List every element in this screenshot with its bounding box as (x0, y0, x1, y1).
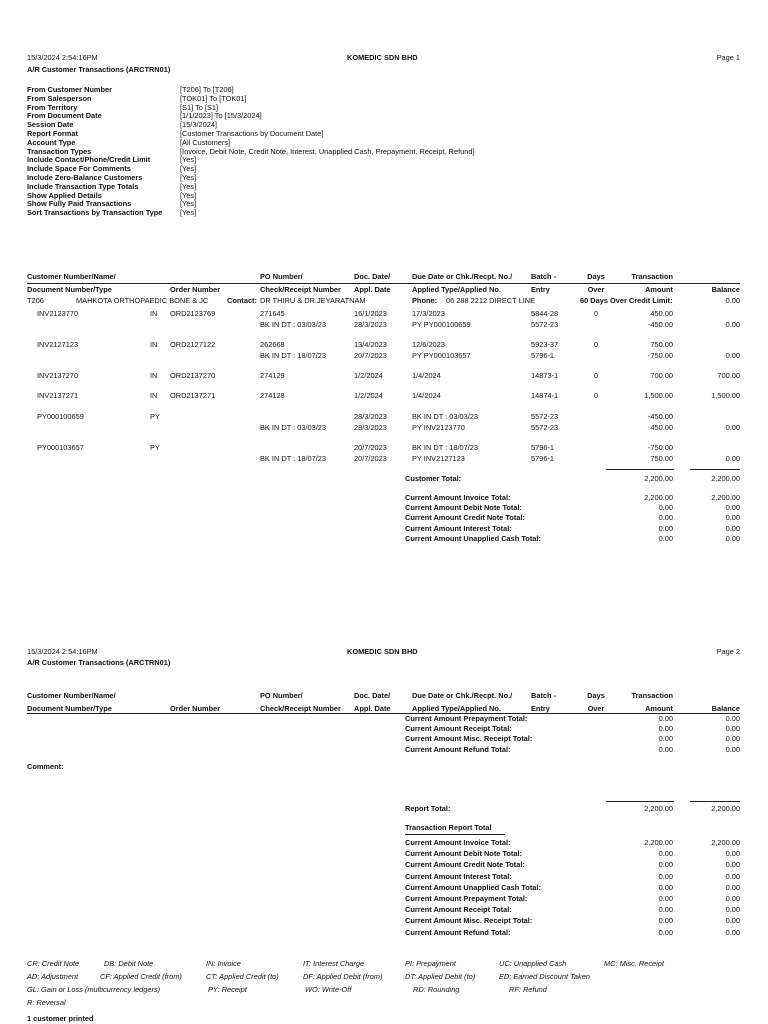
transaction-amount: -450.00 (647, 412, 673, 421)
total-balance: 0.00 (725, 849, 740, 859)
total-label: Current Amount Misc. Receipt Total: (405, 734, 533, 744)
total-amount: 0.00 (658, 871, 673, 881)
total-amount: 0.00 (658, 523, 673, 533)
credit-limit-value: 0.00 (725, 296, 740, 305)
due-or-applied: 1/4/2024 (412, 371, 441, 380)
total-amount: 0.00 (658, 916, 673, 926)
column-header: Batch - (531, 272, 557, 281)
criteria-value: [TOK01] To [TOK01] (180, 93, 247, 103)
column-header: Customer Number/Name/ (27, 272, 116, 281)
criteria-value: [Yes] (180, 155, 197, 165)
transaction-amount: 700.00 (650, 371, 673, 380)
batch-entry: 14874-1 (531, 391, 559, 400)
legend-item: CF: Applied Credit (from) (100, 972, 182, 981)
document-number: PY000103657 (37, 443, 84, 452)
total-amount: 2,200.00 (644, 493, 673, 502)
days-over: 0 (593, 340, 599, 349)
total-amount: 0.00 (658, 503, 673, 513)
column-header: Doc. Date/ (354, 691, 391, 700)
column-header: Over (587, 285, 605, 294)
legend-item: WO: Write-Off (305, 985, 352, 994)
column-header: Days (587, 691, 605, 700)
transaction-amount: -750.00 (647, 443, 673, 452)
total-label: Current Amount Interest Total: (405, 523, 512, 533)
document-number: INV2137270 (37, 371, 79, 380)
criteria-value: [1/1/2023] To [15/3/2024] (180, 111, 262, 121)
column-header: Due Date or Chk./Recpt. No./ (412, 272, 513, 281)
legend-item: UC: Unapplied Cash (499, 959, 567, 968)
total-label: Current Amount Prepayment Total: (405, 714, 528, 723)
page-number: Page 1 (716, 53, 740, 62)
doc-date: 1/2/2024 (354, 391, 383, 400)
total-label: Current Amount Debit Note Total: (405, 849, 523, 859)
criteria-label: Include Zero-Balance Customers (27, 173, 143, 182)
criteria-value: [S1] To [S1] (180, 102, 219, 112)
header-divider (27, 283, 740, 284)
criteria-label: Include Transaction Type Totals (27, 181, 139, 191)
doc-date: 1/2/2024 (354, 371, 383, 380)
total-balance: 2,200.00 (711, 838, 740, 847)
total-balance: 0.00 (725, 503, 740, 513)
due-or-applied: 12/6/2023 (412, 340, 445, 349)
total-balance: 0.00 (725, 744, 740, 754)
column-header: Order Number (170, 704, 221, 713)
column-header: Entry (531, 285, 550, 294)
legend-item: DB: Debit Note (104, 959, 154, 968)
total-label: Current Amount Invoice Total: (405, 838, 511, 847)
total-label: Current Amount Receipt Total: (405, 724, 512, 734)
legend-item: ED: Earned Discount Taken (499, 972, 590, 981)
section-underline (405, 834, 505, 835)
doc-date: 28/3/2023 (354, 320, 387, 329)
total-label: Current Amount Invoice Total: (405, 493, 511, 502)
due-or-applied: BK IN DT : 18/07/23 (412, 443, 479, 452)
legend-item: IT: Interest Charge (303, 959, 365, 968)
total-balance: 0.00 (725, 905, 740, 915)
criteria-label: Show Fully Paid Transactions (27, 199, 132, 209)
criteria-label: Sort Transactions by Transaction Type (27, 208, 163, 218)
doc-date: 16/1/2023 (354, 309, 387, 318)
total-rule (606, 469, 674, 470)
phone-label: Phone: (412, 296, 438, 305)
total-balance: 2,200.00 (711, 493, 740, 502)
criteria-value: [15/3/2024] (180, 120, 217, 130)
balance: 0.00 (725, 351, 740, 360)
customer-number: T206 (27, 296, 44, 305)
column-header: Due Date or Chk./Recpt. No./ (412, 691, 513, 700)
document-type: PY (150, 443, 160, 452)
legend-item: PY: Receipt (208, 985, 247, 994)
total-amount: 0.00 (658, 882, 673, 892)
due-or-applied: 17/3/2023 (412, 309, 445, 318)
po-number: BK IN DT : 18/07/23 (260, 454, 327, 463)
column-header: Batch - (531, 691, 557, 700)
credit-limit-label: 60 Days Over Credit Limit: (580, 296, 673, 305)
batch-entry: 5572-23 (531, 320, 559, 329)
column-header: Amount (645, 704, 673, 713)
due-or-applied: PY INV2123770 (412, 423, 465, 432)
column-header: PO Number/ (260, 272, 303, 281)
balance: 0.00 (725, 320, 740, 329)
criteria-value: [Yes] (180, 164, 197, 174)
document-type: PY (150, 412, 160, 421)
transaction-amount: -450.00 (647, 320, 673, 329)
criteria-value: [Yes] (180, 181, 197, 191)
legend-item: RF: Refund (509, 985, 547, 994)
total-label: Current Amount Refund Total: (405, 744, 511, 754)
legend-item: PI: Prepayment (405, 959, 456, 968)
total-label: Current Amount Credit Note Total: (405, 860, 525, 870)
document-number: INV2137271 (37, 391, 79, 400)
doc-date: 28/3/2023 (354, 423, 387, 432)
total-amount: 0.00 (658, 894, 673, 903)
legend-item: R: Reversal (27, 998, 66, 1007)
comment-label: Comment: (27, 762, 64, 771)
total-balance: 0.00 (725, 714, 740, 723)
due-or-applied: PY PY000100659 (412, 320, 471, 329)
transaction-amount: -750.00 (647, 351, 673, 360)
total-balance: 0.00 (725, 523, 740, 533)
column-header: Balance (711, 704, 740, 713)
column-header: Order Number (170, 285, 221, 294)
legend-item: IN: Invoice (206, 959, 241, 968)
header-divider (27, 713, 740, 714)
po-number: BK IN DT : 18/07/23 (260, 351, 327, 360)
report-title: A/R Customer Transactions (ARCTRN01) (27, 65, 171, 74)
total-balance: 0.00 (725, 860, 740, 870)
batch-entry: 5796-1 (531, 443, 555, 452)
criteria-value: [All Customers] (180, 137, 231, 147)
criteria-value: [Invoice, Debit Note, Credit Note, Interest, Unapplied Cash, Prepayment, Receipt, Refund] (180, 146, 475, 156)
batch-entry: 5572-23 (531, 423, 559, 432)
document-type: IN (150, 340, 158, 349)
po-number: BK IN DT : 03/03/23 (260, 423, 327, 432)
total-balance: 0.00 (725, 882, 740, 892)
phone-value: 06 288 2212 DIRECT LINE (446, 296, 536, 305)
column-header: Entry (531, 704, 550, 713)
column-header: Doc. Date/ (354, 272, 391, 281)
total-amount: 0.00 (658, 927, 673, 937)
total-amount: 0.00 (658, 860, 673, 870)
column-header: Appl. Date (354, 285, 391, 294)
contact-label: Contact: (227, 296, 257, 305)
report-total-label: Report Total: (405, 804, 451, 813)
customer-count: 1 customer printed (27, 1014, 94, 1023)
legend-item: MC: Misc. Receipt (604, 959, 664, 968)
report-datetime: 15/3/2024 2:54:16PM (27, 647, 98, 656)
total-label: Current Amount Misc. Receipt Total: (405, 916, 533, 926)
document-number: INV2123770 (37, 309, 79, 318)
transaction-amount: 750.00 (650, 454, 673, 463)
report-total-amount: 2,200.00 (644, 804, 673, 813)
legend-item: CR: Credit Note (27, 959, 80, 968)
document-number: PY000100659 (37, 412, 84, 421)
report-title: A/R Customer Transactions (ARCTRN01) (27, 658, 171, 667)
po-number: 274128 (260, 391, 285, 400)
total-amount: 0.00 (658, 513, 673, 523)
criteria-label: Show Applied Details (27, 190, 102, 200)
total-rule (690, 469, 740, 470)
document-type: IN (150, 371, 158, 380)
total-label: Current Amount Credit Note Total: (405, 513, 525, 523)
criteria-label: From Salesperson (27, 93, 92, 103)
days-over: 0 (593, 309, 599, 318)
total-rule (690, 801, 740, 802)
criteria-label: Account Type (27, 137, 76, 147)
criteria-value: [T206] To [T206] (180, 85, 234, 94)
column-header: Applied Type/Applied No. (412, 704, 501, 713)
column-header: Customer Number/Name/ (27, 691, 116, 700)
column-header: Check/Receipt Number (260, 704, 341, 713)
total-label: Current Amount Debit Note Total: (405, 503, 523, 513)
po-number: BK IN DT : 03/03/23 (260, 320, 327, 329)
balance: 1,500.00 (711, 391, 740, 400)
column-header: Amount (645, 285, 673, 294)
balance: 700.00 (717, 371, 740, 380)
total-label: Current Amount Unapplied Cash Total: (405, 882, 541, 892)
total-label: Current Amount Receipt Total: (405, 905, 512, 915)
order-number: ORD2123769 (170, 309, 216, 318)
doc-date: 28/3/2023 (354, 412, 387, 421)
balance: 0.00 (725, 454, 740, 463)
po-number: 262668 (260, 340, 285, 349)
days-over: 0 (593, 391, 599, 400)
column-header: Balance (711, 285, 740, 294)
total-label: Current Amount Prepayment Total: (405, 894, 528, 903)
batch-entry: 5796-1 (531, 454, 555, 463)
customer-total-label: Customer Total: (405, 474, 462, 483)
transaction-amount: 750.00 (650, 340, 673, 349)
criteria-label: From Document Date (27, 111, 102, 121)
criteria-value: [Yes] (180, 208, 197, 218)
column-header: Transaction (631, 691, 673, 700)
legend-item: GL: Gain or Loss (multicurrency ledgers) (27, 985, 161, 994)
due-or-applied: 1/4/2024 (412, 391, 441, 400)
due-or-applied: BK IN DT : 03/03/23 (412, 412, 479, 421)
criteria-label: Include Space For Comments (27, 164, 131, 174)
criteria-label: From Territory (27, 102, 78, 112)
column-header: Days (587, 272, 605, 281)
total-balance: 0.00 (725, 724, 740, 734)
total-balance: 0.00 (725, 894, 740, 903)
criteria-label: Include Contact/Phone/Credit Limit (27, 155, 151, 165)
total-rule (606, 801, 674, 802)
legend-item: CT: Applied Credit (to) (206, 972, 279, 981)
doc-date: 20/7/2023 (354, 443, 387, 452)
legend-item: RD: Rounding (413, 985, 460, 994)
po-number: 274129 (260, 371, 285, 380)
column-header: Document Number/Type (27, 285, 112, 294)
total-amount: 0.00 (658, 714, 673, 723)
total-amount: 0.00 (658, 724, 673, 734)
total-label: Current Amount Refund Total: (405, 927, 511, 937)
document-number: INV2127123 (37, 340, 79, 349)
transaction-report-total-label: Transaction Report Total (405, 823, 492, 832)
total-balance: 0.00 (725, 927, 740, 937)
total-amount: 0.00 (658, 905, 673, 915)
document-type: IN (150, 309, 158, 318)
report-total-balance: 2,200.00 (711, 804, 740, 813)
total-balance: 0.00 (725, 533, 740, 543)
total-amount: 0.00 (658, 533, 673, 543)
customer-total-amount: 2,200.00 (644, 474, 673, 483)
total-balance: 0.00 (725, 513, 740, 523)
batch-entry: 5796-1 (531, 351, 555, 360)
doc-date: 20/7/2023 (354, 351, 387, 360)
column-header: Transaction (631, 272, 673, 281)
transaction-amount: 450.00 (650, 309, 673, 318)
criteria-value: [Yes] (180, 190, 197, 200)
days-over: 0 (593, 371, 599, 380)
criteria-value: [Yes] (180, 173, 197, 182)
page-number: Page 2 (716, 647, 740, 656)
batch-entry: 5572-23 (531, 412, 559, 421)
criteria-label: Report Format (27, 129, 78, 138)
column-header: Applied Type/Applied No. (412, 285, 501, 294)
transaction-amount: 450.00 (650, 423, 673, 432)
column-header: PO Number/ (260, 691, 303, 700)
company-name: KOMEDIC SDN BHD (347, 53, 418, 62)
customer-total-balance: 2,200.00 (711, 474, 740, 483)
doc-date: 13/4/2023 (354, 340, 387, 349)
order-number: ORD2137271 (170, 391, 216, 400)
total-amount: 2,200.00 (644, 838, 673, 847)
criteria-value: [Customer Transactions by Document Date] (180, 129, 324, 138)
criteria-value: [Yes] (180, 199, 197, 209)
order-number: ORD2127122 (170, 340, 216, 349)
total-label: Current Amount Unapplied Cash Total: (405, 533, 541, 543)
doc-date: 20/7/2023 (354, 454, 387, 463)
balance: 0.00 (725, 423, 740, 432)
transaction-amount: 1,500.00 (644, 391, 673, 400)
criteria-label: Transaction Types (27, 146, 92, 156)
legend-item: AD: Adjustment (27, 972, 79, 981)
legend-item: DF: Applied Debit (from) (303, 972, 383, 981)
due-or-applied: PY PY000103657 (412, 351, 471, 360)
column-header: Appl. Date (354, 704, 391, 713)
contact-value: DR THIRU & DR.JEYARATNAM (260, 296, 366, 305)
total-balance: 0.00 (725, 916, 740, 926)
document-type: IN (150, 391, 158, 400)
criteria-label: Session Date (27, 120, 74, 130)
report-datetime: 15/3/2024 2:54:16PM (27, 53, 98, 62)
column-header: Document Number/Type (27, 704, 112, 713)
total-amount: 0.00 (658, 849, 673, 859)
total-balance: 0.00 (725, 734, 740, 744)
column-header: Over (587, 704, 605, 713)
batch-entry: 14873-1 (531, 371, 559, 380)
order-number: ORD2137270 (170, 371, 216, 380)
po-number: 271645 (260, 309, 285, 318)
batch-entry: 5923-37 (531, 340, 559, 349)
column-header: Check/Receipt Number (260, 285, 341, 294)
due-or-applied: PY INV2127123 (412, 454, 465, 463)
criteria-label: From Customer Number (27, 85, 113, 94)
total-label: Current Amount Interest Total: (405, 871, 512, 881)
customer-name: MAHKOTA ORTHOPAEDIC BONE & JC (76, 296, 209, 305)
total-amount: 0.00 (658, 734, 673, 744)
company-name: KOMEDIC SDN BHD (347, 647, 418, 656)
total-balance: 0.00 (725, 871, 740, 881)
batch-entry: 5844-28 (531, 309, 559, 318)
legend-item: DT: Applied Debit (to) (405, 972, 476, 981)
total-amount: 0.00 (658, 744, 673, 754)
